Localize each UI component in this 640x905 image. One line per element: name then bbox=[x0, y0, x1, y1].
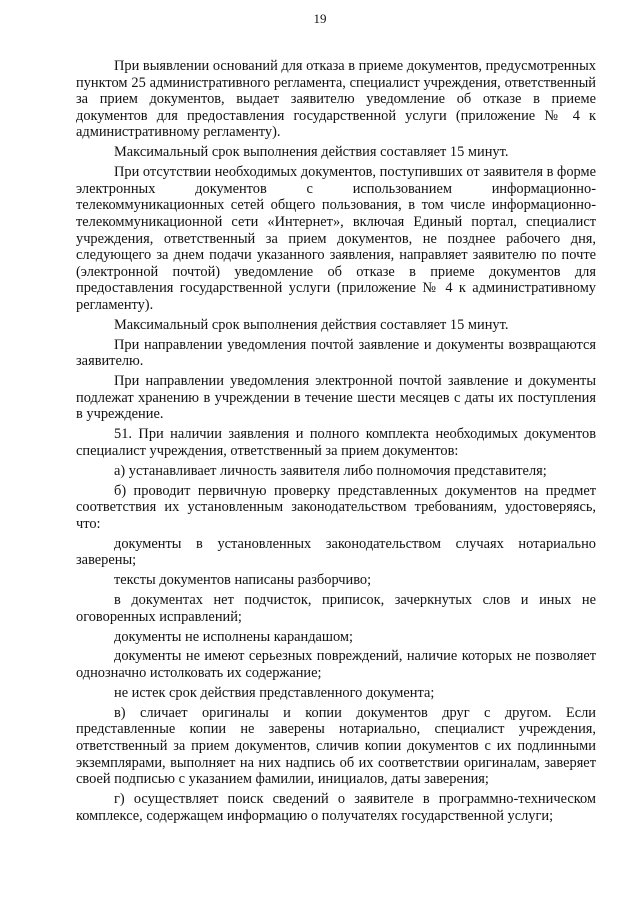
list-item: в документах нет подчисток, приписок, зачеркнутых слов и иных не оговоренных исправлений; bbox=[76, 592, 596, 625]
paragraph: При направлении уведомления почтой заявление и документы возвращаются заявителю. bbox=[76, 336, 596, 370]
paragraph: Максимальный срок выполнения действия составляет 15 минут. bbox=[114, 144, 509, 161]
paragraph: 51. При наличии заявления и полного комплекта необходимых документов специалист учреждения, ответственный за прием документов: bbox=[76, 426, 596, 459]
list-item: б) проводит первичную проверку представленных документов на предмет соответствия их установленным законодательством требованиям, удостоверяясь, что: bbox=[76, 482, 596, 532]
paragraph: При выявлении оснований для отказа в приеме документов, предусмотренных пунктом 25 административного регламента, специалист учреждения, ответственный за прием документов, выдает заявителю уведомление об отказе в приеме документов для предоставления государственной услуги (приложение № 4 к административному регламенту). bbox=[76, 58, 596, 141]
list-item: документы не имеют серьезных повреждений, наличие которых не позволяет однозначно истолковать их содержание; bbox=[76, 648, 596, 682]
list-item: документы не исполнены карандашом; bbox=[114, 628, 354, 645]
list-item: не истек срок действия представленного документа; bbox=[114, 684, 435, 701]
page-number: 19 bbox=[313, 11, 327, 26]
list-item: в) сличает оригиналы и копии документов друг с другом. Если представленные копии не заверены нотариально, специалист учреждения, ответственный за прием документов, сличив копии документов с их подлинными экземплярами, выполняет на них надпись об их соответствии оригиналам, заверяет своей подписью с указанием фамилии, инициалов, даты заверения; bbox=[76, 704, 596, 788]
paragraph: При отсутствии необходимых документов, поступивших от заявителя в форме электронных документов с использованием информационно-телекоммуникационных сетей общего пользования, в том числе информационно-телекоммуникационной сети «Интернет», включая Единый портал, специалист учреждения, ответственный за прием документов, не позднее рабочего дня, следующего за днем подачи указанного заявления, направляет заявителю по почте (электронной почтой) уведомление об отказе в приеме документов для предоставления государственной услуги (приложение № 4 к административному регламенту). bbox=[76, 164, 596, 313]
list-item: а) устанавливает личность заявителя либо полномочия представителя; bbox=[114, 462, 547, 479]
paragraph: При направлении уведомления электронной почтой заявление и документы подлежат хранению в учреждении в течение шести месяцев с даты их поступления в учреждение. bbox=[76, 373, 596, 423]
document-body bbox=[76, 58, 596, 828]
paragraph: Максимальный срок выполнения действия составляет 15 минут. bbox=[114, 316, 509, 333]
list-item: г) осуществляет поиск сведений о заявителе в программно-техническом комплексе, содержащем информацию о получателях государственной услуги; bbox=[76, 791, 596, 824]
list-item: документы в установленных законодательством случаях нотариально заверены; bbox=[76, 535, 596, 569]
list-item: тексты документов написаны разборчиво; bbox=[114, 572, 372, 589]
